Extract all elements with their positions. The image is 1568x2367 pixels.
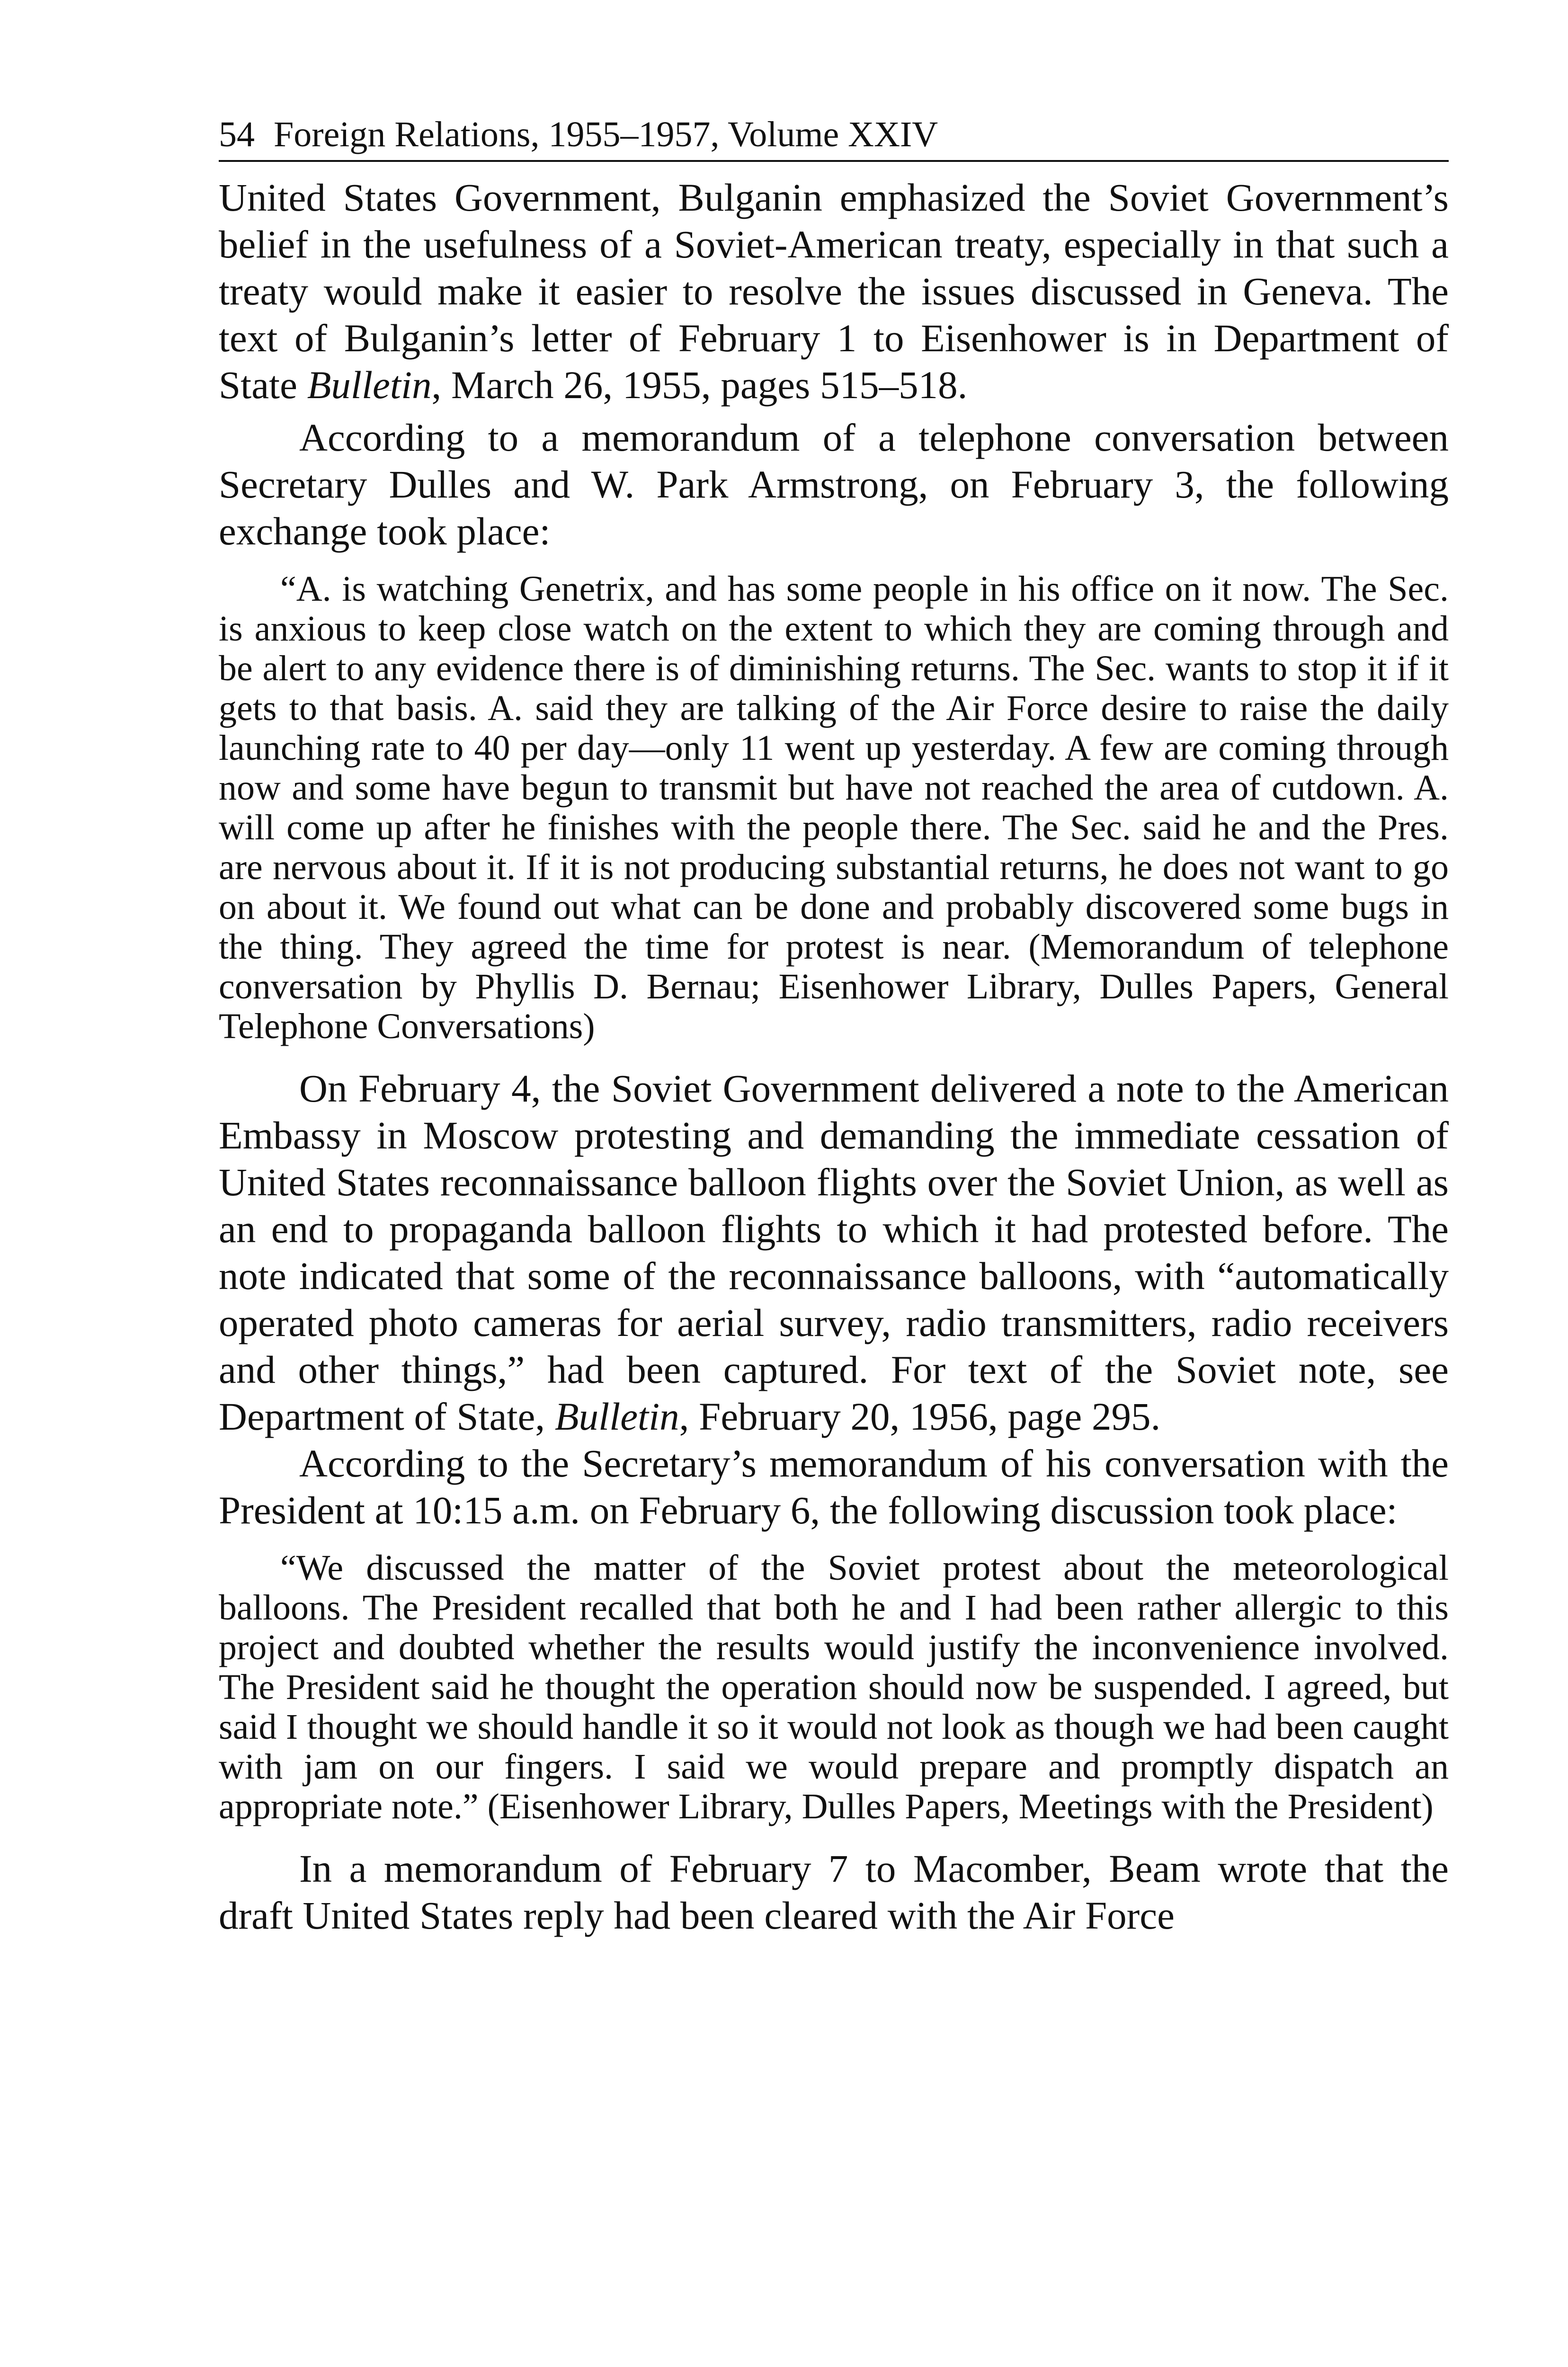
- bulletin-title: Bulletin: [307, 363, 432, 407]
- paragraph-soviet-note: [219, 1065, 1449, 1440]
- paragraph-bulganin-letter: [219, 174, 1449, 409]
- running-header: [219, 112, 1449, 162]
- paragraph-text: United States Government, Bulganin emphasized the Soviet Government’s belief in the usefulness of a Soviet-American treaty, especially in that such a treaty would make it easier to resolve the issues discussed in Geneva. The text of Bulganin’s letter of February 1 to Eisenhower is in Department of State: [219, 176, 1449, 407]
- paragraph-text: , February 20, 1956, page 295.: [679, 1395, 1161, 1438]
- document-page: [219, 112, 1449, 1939]
- paragraph-text: , March 26, 1955, pages 515–518.: [431, 363, 968, 407]
- paragraph-secretary-memo: According to the Secretary’s memorandum of his conversation with the President at 10:15 a.m. on February 6, the following discussion took place:: [219, 1442, 1449, 1532]
- quote-president-discussion: “We discussed the matter of the Soviet protest about the meteorological balloons. The President recalled that both he and I had been rather allergic to this project and doubted whether the results would justify the inconvenience involved. The President said he thought the operation should now be suspended. I agreed, but said I thought we should handle it so it would not look as though we had been caught with jam on our fingers. I said we would prepare and promptly dispatch an appropriate note.” (Eisenhower Library, Dulles Papers, Meetings with the President): [219, 1548, 1449, 1826]
- bulletin-title: Bulletin: [554, 1395, 679, 1438]
- paragraph-macomber-memo: In a memorandum of February 7 to Macomber, Beam wrote that the draft United States reply had been cleared with the Air Force: [219, 1847, 1449, 1937]
- paragraph-telephone-memo: According to a memorandum of a telephone conversation between Secretary Dulles and W. Park Armstrong, on February 3, the following exchange took place:: [219, 416, 1449, 553]
- quote-telephone-exchange: “A. is watching Genetrix, and has some people in his office on it now. The Sec. is anxious to keep close watch on the extent to which they are coming through and be alert to any evidence there is of diminishing returns. The Sec. wants to stop it if it gets to that basis. A. said they are talking of the Air Force desire to raise the daily launching rate to 40 per day—only 11 went up yesterday. A few are coming through now and some have begun to transmit but have not reached the area of cutdown. A. will come up after he finishes with the people there. The Sec. said he and the Pres. are nervous about it. If it is not producing substantial returns, he does not want to go on about it. We found out what can be done and probably discovered some bugs in the thing. They agreed the time for protest is near. (Memorandum of telephone conversation by Phyllis D. Bernau; Eisenhower Library, Dulles Papers, General Telephone Conversations): [219, 569, 1449, 1046]
- running-title: Foreign Relations, 1955–1957, Volume XXIV: [274, 115, 938, 154]
- page-number: 54: [219, 115, 255, 154]
- paragraph-text: On February 4, the Soviet Government delivered a note to the American Embassy in Moscow protesting and demanding the immediate cessation of United States reconnaissance balloon flights over the Soviet Union, as well as an end to propaganda balloon flights to which it had protested before. The note indicated that some of the reconnaissance balloons, with “automatically operated photo cameras for aerial survey, radio transmitters, radio receivers and other things,” had been captured. For text of the Soviet note, see Department of State,: [219, 1067, 1449, 1438]
